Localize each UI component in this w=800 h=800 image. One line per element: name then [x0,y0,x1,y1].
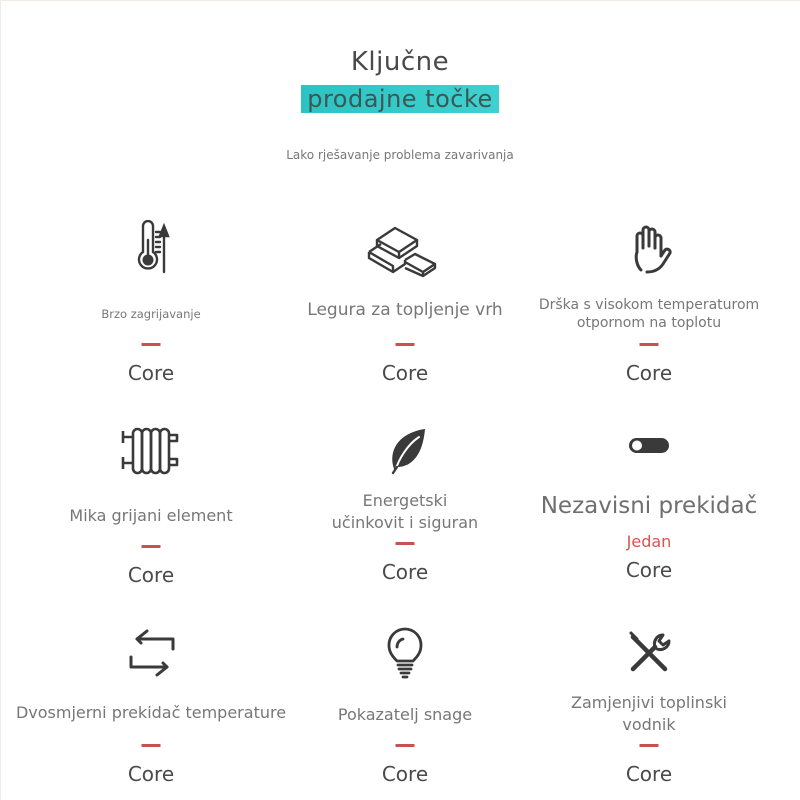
toggle-switch-icon [621,418,677,474]
feature-label-line1: Zamjenjivi toplinski [571,693,727,712]
feature-tag: Core [625,762,673,786]
feature-tag: Core [625,361,673,385]
page-subtitle: Lako rješavanje problema zavarivanja [286,148,514,162]
divider-dash [142,545,161,548]
feature-label: Brzo zagrijavanje [101,307,201,321]
tools-icon [621,625,677,681]
feature-label-line2: učinkovit i siguran [331,513,479,532]
page-title-highlight: prodajne točke [301,85,499,113]
feature-label: Mika grijani element [69,506,233,525]
feature-label-line2: otpornom na toplotu [576,315,722,331]
thermometer-icon [123,220,179,276]
feature-tag: Core [381,560,429,584]
swap-arrows-icon [123,625,179,681]
feature-tag: Core [625,558,673,582]
feature-label: Pokazatelj snage [337,705,473,724]
divider-dash [396,343,415,346]
feature-label-line2: vodnik [622,715,676,734]
feature-label: Nezavisni prekidač [540,493,758,519]
feature-tag: Core [127,563,175,587]
feature-accent: Jedan [626,532,672,551]
feature-label: Dvosmjerni prekidač temperature [15,703,287,722]
divider-dash [396,744,415,747]
feature-tag: Core [381,762,429,786]
divider-dash [640,343,659,346]
divider-dash [142,343,161,346]
leaf-icon [377,423,433,479]
feature-tag: Core [381,361,429,385]
divider-dash [396,542,415,545]
feature-tag: Core [127,361,175,385]
feature-label-line1: Energetski [362,491,448,510]
hand-icon [621,222,677,278]
feature-label-line1: Drška s visokom temperaturom [538,297,760,313]
feature-label: Legura za topljenje vrh [307,300,503,320]
radiator-icon [119,423,183,479]
light-bulb-icon [377,625,433,681]
feature-label [499,692,799,736]
feature-label [499,296,799,332]
page-title: Ključne [350,47,450,77]
gold-bars-icon [365,222,445,278]
divider-dash [640,744,659,747]
feature-tag: Core [127,762,175,786]
divider-dash [142,744,161,747]
